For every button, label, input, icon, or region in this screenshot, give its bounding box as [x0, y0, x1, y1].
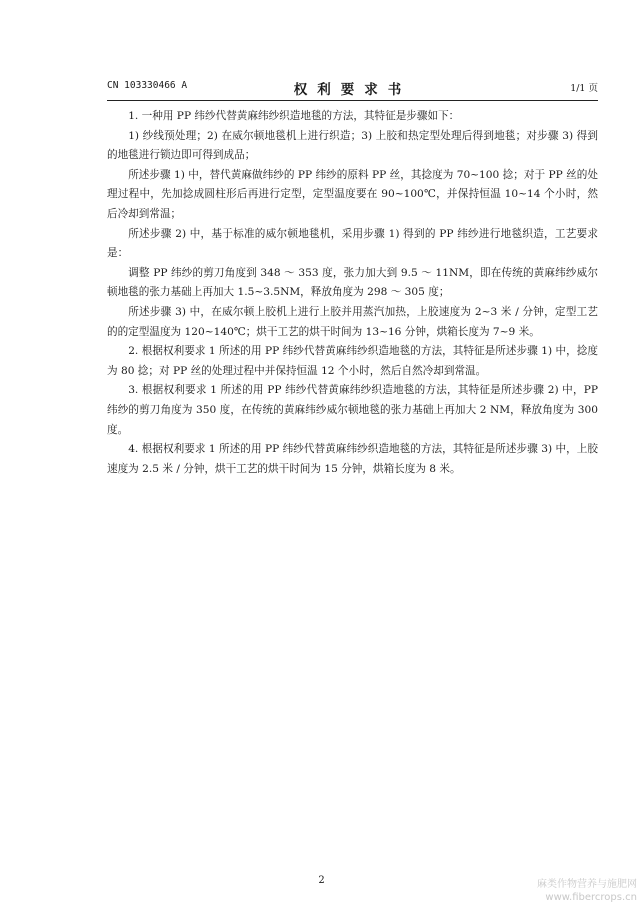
- claim-paragraph: 1) 纱线预处理；2) 在威尔顿地毯机上进行织造；3) 上胶和热定型处理后得到地毯；对步骤 3) 得到的地毯进行锁边即可得到成品；: [107, 129, 598, 162]
- claim-paragraph: 2. 根据权利要求 1 所述的用 PP 纬纱代替黄麻纬纱织造地毯的方法，其特征是所述步骤 1) 中，捻度为 80 捻；对 PP 丝的处理过程中并保持恒温 12 个小时，然后自然冷却到常温。: [107, 345, 598, 377]
- page-indicator: 1/1 页: [570, 83, 598, 94]
- document-header: [107, 78, 598, 96]
- watermark: [537, 878, 637, 904]
- claim-paragraph: 调整 PP 纬纱的剪刀角度到 348 ～ 353 度，张力加大到 9.5 ～ 11NM，即在传统的黄麻纬纱威尔顿地毯的张力基础上再加大 1.5~3.5NM，释放角度为 298 ～ 305 度；: [107, 266, 598, 299]
- claim-paragraph: 3. 根据权利要求 1 所述的用 PP 纬纱代替黄麻纬纱织造地毯的方法，其特征是所述步骤 2) 中，PP 纬纱的剪刀角度为 350 度，在传统的黄麻纬纱威尔顿地毯的张力基础上再加大 2 NM，释放角度为 300 度。: [107, 384, 598, 436]
- claim-paragraph: 所述步骤 3) 中，在威尔顿上胶机上进行上胶并用蒸汽加热，上胶速度为 2~3 米 / 分钟，定型工艺的的定型温度为 120~140℃；烘干工艺的烘干时间为 13~16 分钟，烘箱长度为 7~9 米。: [107, 305, 598, 338]
- claim-paragraph: 1. 一种用 PP 纬纱代替黄麻纬纱织造地毯的方法，其特征是步骤如下：: [128, 110, 460, 122]
- claim-paragraph: 4. 根据权利要求 1 所述的用 PP 纬纱代替黄麻纬纱织造地毯的方法，其特征是所述步骤 3) 中，上胶速度为 2.5 米 / 分钟，烘干工艺的烘干时间为 15 分钟，烘箱长度为 8 米。: [107, 443, 598, 475]
- patent-number: CN 103330466 A: [107, 80, 188, 91]
- watermark-site-name: 麻类作物营养与施肥网: [537, 879, 637, 890]
- header-divider: [107, 100, 598, 101]
- claims-body: [107, 107, 598, 479]
- page-number: 2: [318, 875, 325, 886]
- watermark-url: www.fibercrops.cn: [545, 892, 637, 903]
- claim-paragraph: 所述步骤 1) 中，替代黄麻做纬纱的 PP 纬纱的原料 PP 丝，其捻度为 70~100 捻；对于 PP 丝的处理过程中，先加捻成圆柱形后再进行定型，定型温度要在 90~100℃，并保持恒温 10~14 个小时，然后冷却到常温；: [107, 168, 598, 220]
- document-title: 权利要求书: [293, 82, 412, 98]
- claim-paragraph: 所述步骤 2) 中，基于标准的威尔顿地毯机，采用步骤 1) 得到的 PP 纬纱进行地毯织造，工艺要求是：: [107, 227, 598, 260]
